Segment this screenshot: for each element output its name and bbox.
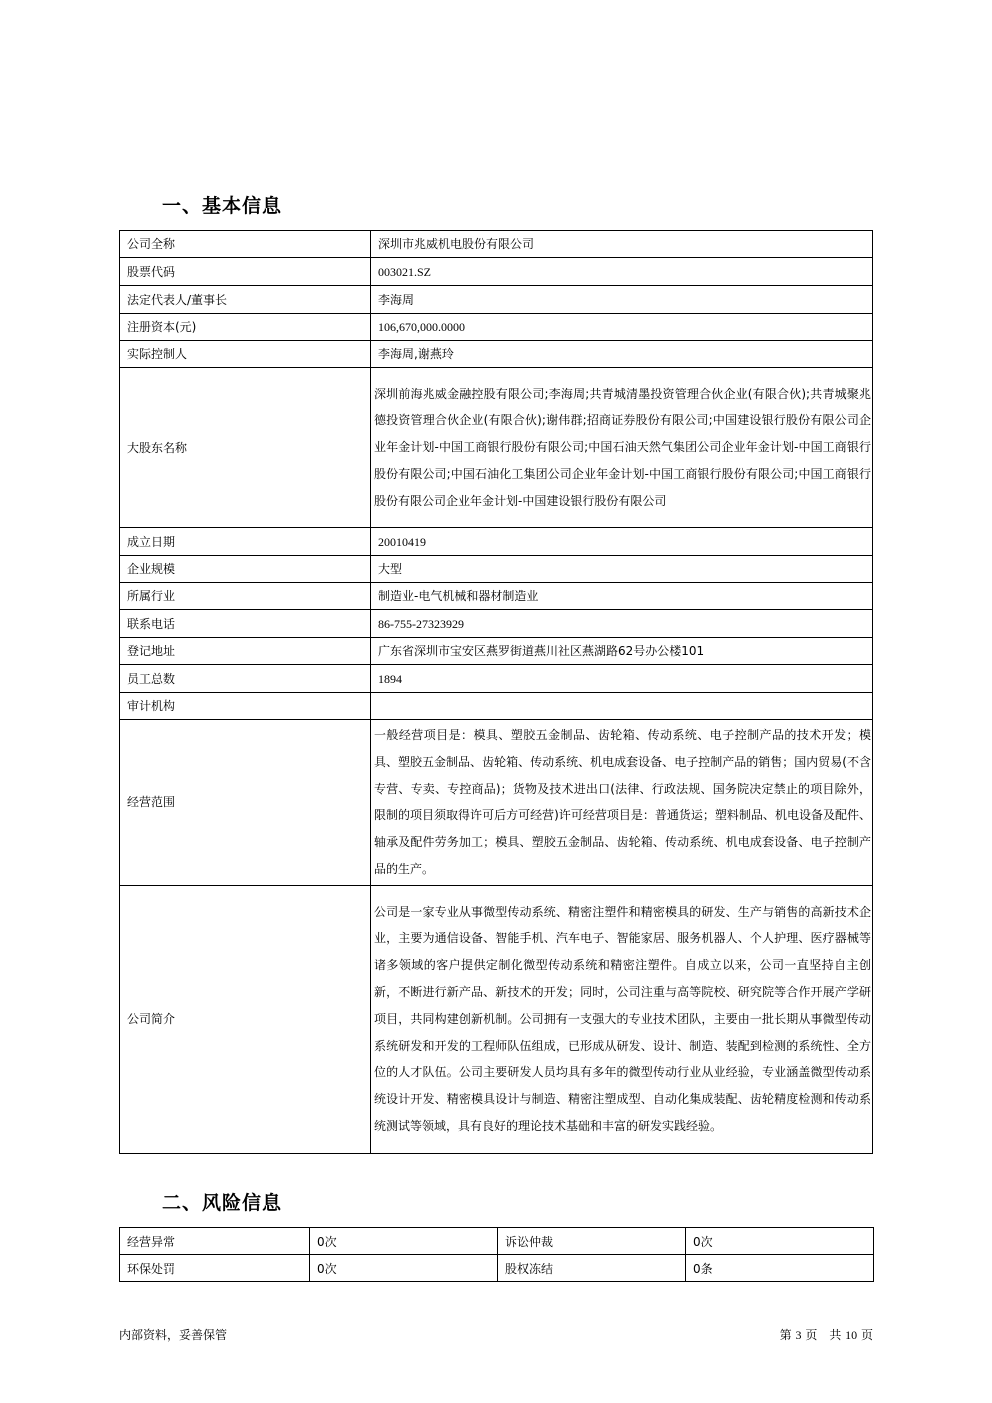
table-row: [120, 638, 873, 665]
risk-label: 环保处罚: [120, 1255, 310, 1282]
row-label: 公司简介: [120, 885, 371, 1153]
row-value: 深圳市兆威机电股份有限公司: [371, 231, 873, 258]
row-label: 员工总数: [120, 665, 371, 693]
row-value: 广东省深圳市宝安区燕罗街道燕川社区燕湖路62号办公楼101: [371, 638, 873, 665]
row-value: 一般经营项目是：模具、塑胶五金制品、齿轮箱、传动系统、电子控制产品的技术开发；模具、塑胶五金制品、齿轮箱、传动系统、机电成套设备、电子控制产品的销售；国内贸易(不含专营、专卖、专控商品)；货物及技术进出口(法律、行政法规、国务院决定禁止的项目除外，限制的项目须取得许可后方可经营)许可经营项目是：普通货运；塑料制品、机电设备及配件、轴承及配件劳务加工；模具、塑胶五金制品、齿轮箱、传动系统、机电成套设备、电子控制产品的生产。: [371, 720, 873, 886]
table-row: [120, 528, 873, 556]
row-value: 大型: [371, 556, 873, 583]
row-value: 106,670,000.0000: [371, 314, 873, 341]
risk-label: 经营异常: [120, 1228, 310, 1255]
table-row: [120, 1228, 874, 1255]
risk-value: 0条: [686, 1255, 874, 1282]
row-value: [371, 693, 873, 720]
row-value: 003021.SZ: [371, 258, 873, 286]
row-value: 深圳前海兆威金融控股有限公司;李海周;共青城清墨投资管理合伙企业(有限合伙);共青城聚兆德投资管理合伙企业(有限合伙);谢伟群;招商证券股份有限公司;中国建设银行股份有限公司企业年金计划-中国工商银行股份有限公司;中国石油天然气集团公司企业年金计划-中国工商银行股份有限公司;中国石油化工集团公司企业年金计划-中国工商银行股份有限公司;中国工商银行股份有限公司企业年金计划-中国建设银行股份有限公司: [371, 368, 873, 528]
risk-value: 0次: [310, 1255, 498, 1282]
row-label: 所属行业: [120, 583, 371, 610]
section-title-basic-info: 一、基本信息: [162, 195, 283, 217]
row-label: 公司全称: [120, 231, 371, 258]
section-title-risk-info: 二、风险信息: [162, 1192, 283, 1214]
risk-label: 诉讼仲裁: [498, 1228, 686, 1255]
page-current: 3: [795, 1328, 802, 1342]
table-row: [120, 583, 873, 610]
table-row: [120, 693, 873, 720]
basic-info-table: [119, 230, 873, 1154]
row-label: 注册资本(元): [120, 314, 371, 341]
row-value: 李海周,谢燕玲: [371, 341, 873, 368]
table-row: [120, 286, 873, 314]
row-label: 大股东名称: [120, 368, 371, 528]
row-label: 股票代码: [120, 258, 371, 286]
risk-value: 0次: [310, 1228, 498, 1255]
table-row: [120, 720, 873, 886]
page-number: [780, 1326, 873, 1343]
table-row: [120, 885, 873, 1153]
page-mid: 页 共: [805, 1328, 842, 1342]
row-value: 86-755-27323929: [371, 610, 873, 638]
row-label: 成立日期: [120, 528, 371, 556]
page-total: 10: [845, 1328, 858, 1342]
risk-info-table: [119, 1227, 874, 1282]
table-row: [120, 341, 873, 368]
table-row: [120, 231, 873, 258]
row-value: 李海周: [371, 286, 873, 314]
row-value: 20010419: [371, 528, 873, 556]
row-label: 登记地址: [120, 638, 371, 665]
table-row: [120, 368, 873, 528]
table-row: [120, 665, 873, 693]
row-label: 实际控制人: [120, 341, 371, 368]
row-label: 联系电话: [120, 610, 371, 638]
table-row: [120, 610, 873, 638]
page-suffix: 页: [860, 1328, 873, 1342]
table-row: [120, 556, 873, 583]
page-prefix: 第: [779, 1328, 792, 1342]
row-label: 经营范围: [120, 720, 371, 886]
table-row: [120, 314, 873, 341]
risk-value: 0次: [686, 1228, 874, 1255]
row-label: 法定代表人/董事长: [120, 286, 371, 314]
row-value: 公司是一家专业从事微型传动系统、精密注塑件和精密模具的研发、生产与销售的高新技术企业，主要为通信设备、智能手机、汽车电子、智能家居、服务机器人、个人护理、医疗器械等诸多领域的客户提供定制化微型传动系统和精密注塑件。自成立以来，公司一直坚持自主创新，不断进行新产品、新技术的开发；同时，公司注重与高等院校、研究院等合作开展产学研项目，共同构建创新机制。公司拥有一支强大的专业技术团队，主要由一批长期从事微型传动系统研发和开发的工程师队伍组成，已形成从研发、设计、制造、装配到检测的系统性、全方位的人才队伍。公司主要研发人员均具有多年的微型传动行业从业经验，专业涵盖微型传动系统设计开发、精密模具设计与制造、精密注塑成型、自动化集成装配、齿轮精度检测和传动系统测试等领域，具有良好的理论技术基础和丰富的研发实践经验。: [371, 885, 873, 1153]
row-label: 企业规模: [120, 556, 371, 583]
row-value: 制造业-电气机械和器材制造业: [371, 583, 873, 610]
table-row: [120, 1255, 874, 1282]
footer-confidential-note: 内部资料，妥善保管: [119, 1328, 228, 1342]
table-row: [120, 258, 873, 286]
row-value: 1894: [371, 665, 873, 693]
row-label: 审计机构: [120, 693, 371, 720]
risk-label: 股权冻结: [498, 1255, 686, 1282]
